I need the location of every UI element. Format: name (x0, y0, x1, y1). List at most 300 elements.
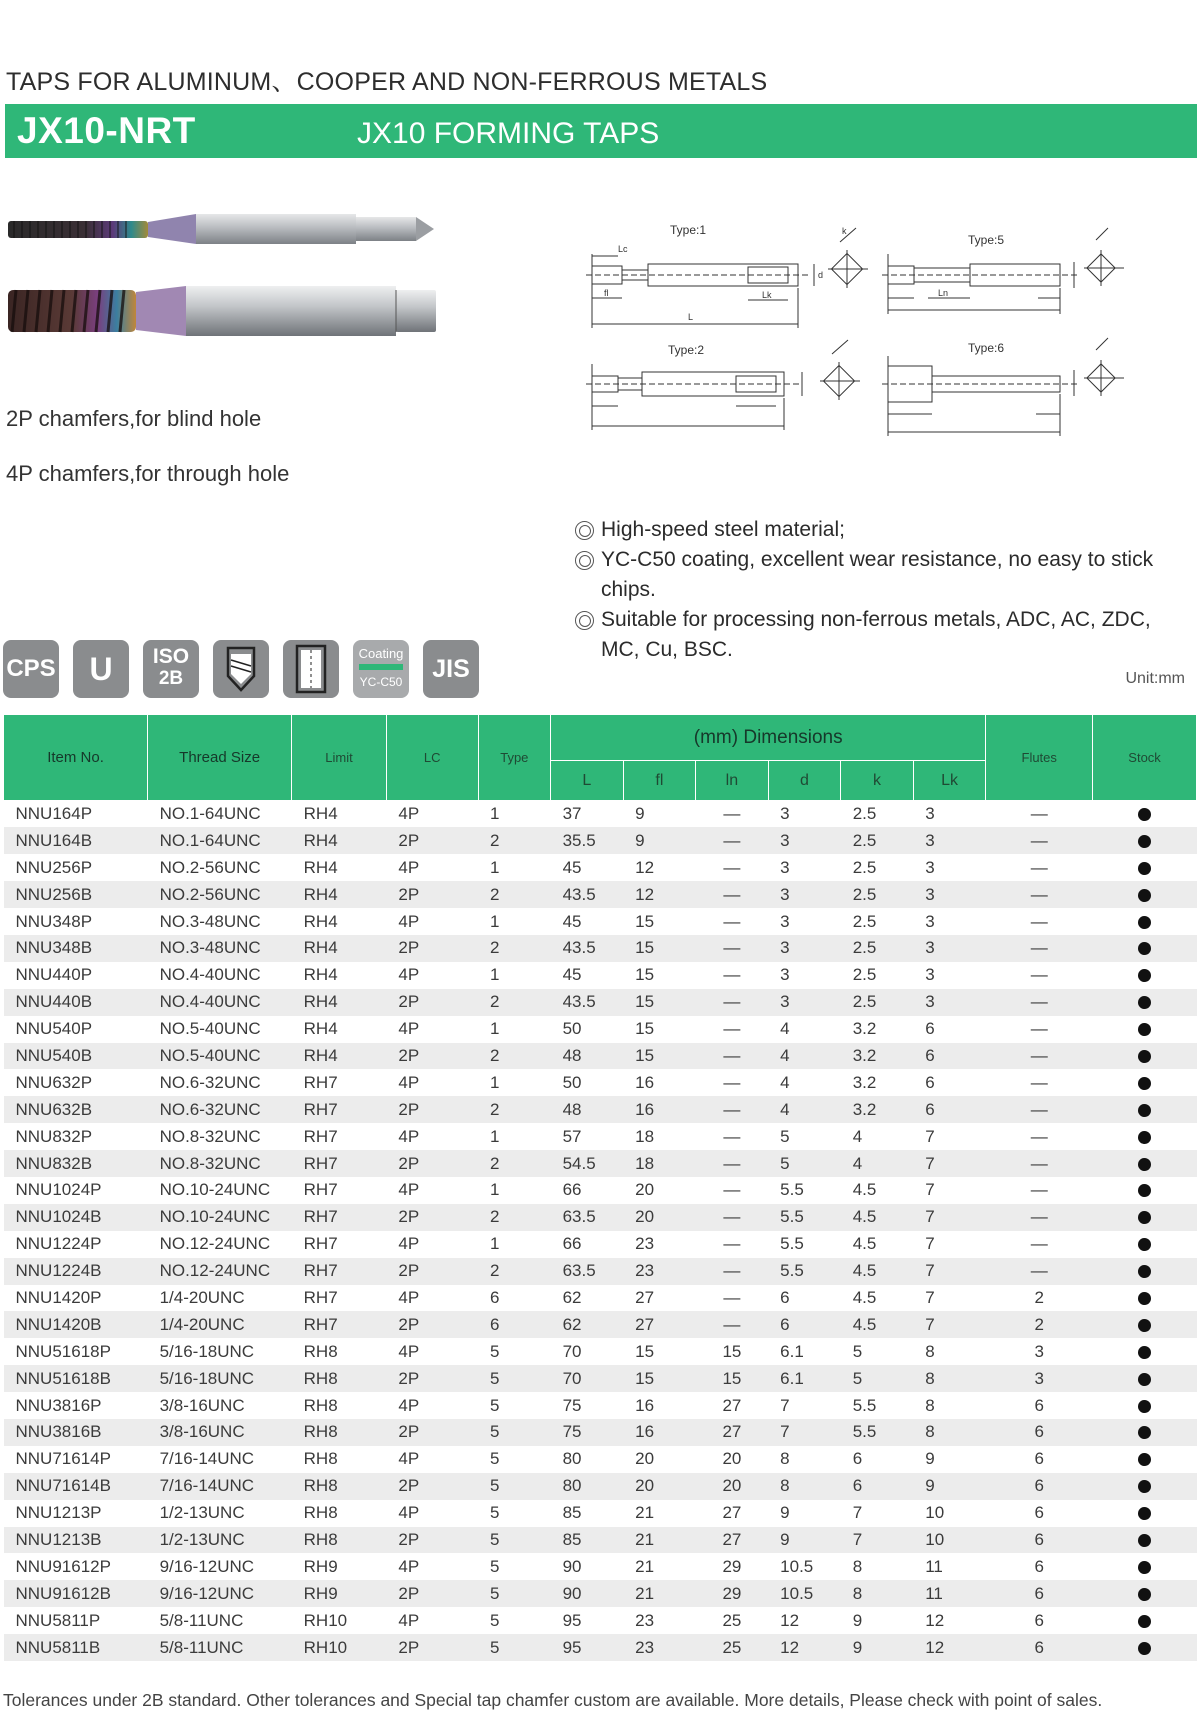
table-cell: 7/16-14UNC (148, 1473, 292, 1500)
table-cell: — (986, 881, 1093, 908)
table-cell: NNU1224P (15, 1234, 102, 1254)
iso-badge-bottom: 2B (158, 668, 184, 689)
table-cell: 2P (386, 1473, 478, 1500)
table-cell: 4P (398, 1126, 420, 1146)
stock-cell (1093, 1553, 1197, 1580)
table-cell: NNU1024P (15, 1180, 102, 1200)
table-cell: RH7 (292, 1204, 387, 1231)
stock-cell (1093, 1231, 1197, 1258)
table-cell: 15 (623, 935, 696, 962)
table-cell: RH4 (292, 935, 387, 962)
table-cell: 3.2 (841, 1096, 914, 1123)
table-cell: 4P (398, 1072, 420, 1092)
stock-cell (1093, 1177, 1197, 1204)
table-cell: 4P (398, 911, 420, 931)
in-stock-dot-icon (1138, 1319, 1151, 1332)
table-row (4, 1043, 1197, 1070)
table-cell: 43.5 (551, 935, 624, 962)
table-cell: 5.5 (841, 1419, 914, 1446)
table-cell: — (1030, 1234, 1048, 1254)
table-cell: NNU51618B (4, 1365, 148, 1392)
table-cell: 3 (925, 965, 935, 985)
stock-cell (1093, 1204, 1197, 1231)
table-cell: 2 (478, 1043, 551, 1070)
table-cell: NO.1-64UNC (159, 804, 261, 824)
table-cell: 75 (562, 1395, 582, 1415)
table-cell: 9 (768, 1527, 841, 1554)
table-cell: 57 (562, 1126, 582, 1146)
in-stock-dot-icon (1138, 1615, 1151, 1628)
table-cell: RH8 (292, 1473, 387, 1500)
tap-image-small (6, 208, 436, 250)
table-cell: NO.8-32UNC (159, 1126, 261, 1146)
table-row (4, 1231, 1197, 1258)
table-cell: 6 (986, 1527, 1093, 1554)
table-cell: 7 (925, 1126, 935, 1146)
table-row (4, 1177, 1197, 1204)
stock-cell (1093, 1500, 1197, 1527)
table-cell: RH4 (303, 1019, 338, 1039)
stock-cell (1093, 1311, 1197, 1338)
table-cell: NNU3816B (4, 1419, 148, 1446)
table-cell: 8 (925, 1395, 935, 1415)
drawing-lc-label: Lc (618, 244, 628, 254)
table-cell: — (986, 1096, 1093, 1123)
table-cell: 5 (768, 1150, 841, 1177)
header-lc: LC (386, 715, 478, 801)
coating-badge-bottom: YC-C50 (359, 675, 403, 689)
table-cell: 6 (1034, 1556, 1044, 1576)
table-cell: 3/8-16UNC (159, 1395, 245, 1415)
table-cell: 9 (913, 1473, 986, 1500)
table-cell: RH4 (303, 911, 338, 931)
in-stock-dot-icon (1138, 1158, 1151, 1171)
table-cell: 2P (386, 1258, 478, 1285)
table-cell: 2 (478, 881, 551, 908)
table-cell: — (723, 804, 741, 824)
table-cell: NNU1420B (4, 1311, 148, 1338)
cps-badge: CPS (3, 640, 59, 698)
table-cell: 3 (925, 911, 935, 931)
table-cell: 6 (986, 1634, 1093, 1661)
table-row (4, 1258, 1197, 1285)
in-stock-dot-icon (1138, 1131, 1151, 1144)
stock-cell (1093, 1043, 1197, 1070)
table-cell: 7/16-14UNC (159, 1449, 255, 1469)
table-cell: 8 (925, 1341, 935, 1361)
table-cell: — (696, 1150, 769, 1177)
table-row (4, 1607, 1197, 1634)
table-cell: — (986, 1043, 1093, 1070)
table-cell: 2 (478, 1096, 551, 1123)
table-cell: 15 (696, 1365, 769, 1392)
table-cell: 3 (986, 1365, 1093, 1392)
table-cell: 2 (986, 1311, 1093, 1338)
in-stock-dot-icon (1138, 1077, 1151, 1090)
stock-cell (1093, 1527, 1197, 1554)
table-cell: 3 (768, 827, 841, 854)
table-row (4, 935, 1197, 962)
stock-cell (1093, 1016, 1197, 1043)
table-cell: 9 (925, 1449, 935, 1469)
table-row (4, 962, 1197, 989)
header-flutes: Flutes (986, 715, 1093, 801)
table-cell: 4P (398, 965, 420, 985)
table-cell: — (696, 881, 769, 908)
in-stock-dot-icon (1138, 862, 1151, 875)
table-cell: 15 (623, 1043, 696, 1070)
header-lk: Lk (913, 761, 986, 801)
table-cell: 15 (635, 1341, 655, 1361)
table-cell: 5 (478, 1473, 551, 1500)
table-row (4, 1419, 1197, 1446)
table-cell: 4P (398, 1019, 420, 1039)
caption-through-hole: 4P chamfers,for through hole (6, 461, 290, 486)
in-stock-dot-icon (1138, 1104, 1151, 1117)
header-thread-size: Thread Size (148, 715, 292, 801)
table-cell: 7 (768, 1419, 841, 1446)
table-cell: 12 (635, 857, 655, 877)
table-cell: NNU348B (4, 935, 148, 962)
type1-label: Type:1 (670, 223, 707, 237)
table-cell: — (1030, 1072, 1048, 1092)
series-code: JX10-NRT (17, 110, 196, 151)
table-cell: 1 (490, 1234, 500, 1254)
table-cell: RH4 (303, 965, 338, 985)
table-row (4, 827, 1197, 854)
table-cell: 3 (780, 857, 790, 877)
table-cell: RH4 (303, 857, 338, 877)
table-cell: RH7 (303, 1234, 338, 1254)
table-cell: 5 (852, 1341, 863, 1361)
table-cell: NO.2-56UNC (159, 857, 261, 877)
table-cell: 6 (913, 1043, 986, 1070)
table-cell: 4P (398, 1180, 420, 1200)
table-cell: 6 (1034, 1503, 1044, 1523)
table-cell: 3 (780, 965, 790, 985)
table-cell: — (696, 1096, 769, 1123)
header-ln: ln (696, 761, 769, 801)
table-cell: 2P (386, 1634, 478, 1661)
table-cell: 21 (635, 1503, 655, 1523)
table-cell: RH9 (303, 1556, 338, 1576)
table-cell: 9 (635, 804, 645, 824)
table-cell: RH7 (292, 1258, 387, 1285)
table-cell: 6 (768, 1311, 841, 1338)
table-cell: RH7 (303, 1126, 338, 1146)
in-stock-dot-icon (1138, 1184, 1151, 1197)
table-cell: NNU832P (15, 1126, 93, 1146)
in-stock-dot-icon (1138, 996, 1151, 1009)
table-cell: 2 (478, 935, 551, 962)
table-cell: 7 (925, 1180, 935, 1200)
table-cell: NNU256P (15, 857, 93, 877)
table-cell: 5/8-11UNC (159, 1610, 244, 1630)
in-stock-dot-icon (1138, 1534, 1151, 1547)
table-cell: 3 (913, 827, 986, 854)
table-cell: NNU440B (4, 989, 148, 1016)
stock-cell (1093, 1365, 1197, 1392)
table-cell: 2P (386, 1204, 478, 1231)
table-cell: 5 (841, 1365, 914, 1392)
table-cell: 43.5 (551, 989, 624, 1016)
table-cell: 5/16-18UNC (159, 1341, 255, 1361)
table-cell: NNU632B (4, 1096, 148, 1123)
stock-cell (1093, 989, 1197, 1016)
table-cell: — (696, 827, 769, 854)
spec-table (3, 714, 1197, 1661)
table-cell: RH7 (303, 1287, 338, 1307)
table-cell: NO.3-48UNC (148, 935, 292, 962)
table-cell: 3 (1034, 1341, 1044, 1361)
footer-note: Tolerances under 2B standard. Other tolerances and Special tap chamfer custom are available. More details, Please check with point of sales. (3, 1690, 1103, 1710)
header-stock: Stock (1093, 715, 1197, 801)
table-cell: RH4 (292, 827, 387, 854)
stock-cell (1093, 1285, 1197, 1312)
table-cell: 3 (925, 857, 935, 877)
table-cell: — (723, 1234, 741, 1254)
table-cell: RH4 (292, 1043, 387, 1070)
type5-label: Type:5 (968, 233, 1005, 247)
type2-label: Type:2 (668, 343, 705, 357)
table-cell: NNU164B (4, 827, 148, 854)
table-cell: — (723, 857, 741, 877)
in-stock-dot-icon (1138, 1292, 1151, 1305)
table-cell: 15 (722, 1341, 742, 1361)
table-cell: 4 (841, 1150, 914, 1177)
unit-label: Unit:mm (1125, 670, 1185, 687)
table-row (4, 1311, 1197, 1338)
table-cell: 3 (780, 911, 790, 931)
table-row (4, 1338, 1197, 1365)
table-cell: 6 (1034, 1610, 1044, 1630)
table-cell: 1 (490, 1019, 500, 1039)
table-cell: — (986, 1150, 1093, 1177)
table-cell: 4.5 (841, 1204, 914, 1231)
table-cell: NNU5811P (15, 1610, 101, 1630)
table-cell: NO.12-24UNC (159, 1234, 271, 1254)
table-row (4, 1580, 1197, 1607)
table-row (4, 1634, 1197, 1661)
table-cell: 3.2 (841, 1043, 914, 1070)
in-stock-dot-icon (1138, 1642, 1151, 1655)
stock-cell (1093, 962, 1197, 989)
in-stock-dot-icon (1138, 1265, 1151, 1278)
stock-cell (1093, 1096, 1197, 1123)
header-limit: Limit (292, 715, 387, 801)
table-cell: 18 (623, 1150, 696, 1177)
table-cell: RH7 (292, 1096, 387, 1123)
coating-badge (353, 640, 409, 698)
header-type: Type (478, 715, 551, 801)
table-row (4, 1473, 1197, 1500)
table-cell: 5.5 (852, 1395, 877, 1415)
table-cell: NNU91612B (4, 1580, 148, 1607)
table-cell: 5 (478, 1580, 551, 1607)
table-cell: 48 (551, 1096, 624, 1123)
table-cell: 7 (852, 1503, 863, 1523)
table-cell: 50 (562, 1019, 582, 1039)
table-cell: 2P (386, 1580, 478, 1607)
table-cell: 70 (562, 1341, 582, 1361)
type-drawings (578, 218, 1158, 450)
table-cell: NNU632P (15, 1072, 93, 1092)
series-name: JX10 FORMING TAPS (357, 117, 660, 150)
table-cell: 2P (386, 827, 478, 854)
in-stock-dot-icon (1138, 1480, 1151, 1493)
table-cell: — (1030, 804, 1048, 824)
table-cell: 2P (386, 1043, 478, 1070)
table-cell: 5.5 (768, 1204, 841, 1231)
table-cell: 3 (913, 989, 986, 1016)
table-cell: 2.5 (852, 857, 877, 877)
table-cell: RH4 (292, 881, 387, 908)
coating-green-bar (359, 664, 403, 670)
table-cell: 1 (490, 911, 500, 931)
table-cell: 85 (551, 1527, 624, 1554)
table-cell: 3 (925, 804, 935, 824)
table-cell: 50 (562, 1072, 582, 1092)
table-cell: NNU164P (15, 804, 93, 824)
table-cell: NNU1024B (4, 1204, 148, 1231)
header-l: L (551, 761, 624, 801)
table-cell: 12 (925, 1610, 945, 1630)
table-cell: — (723, 911, 741, 931)
table-cell: 18 (635, 1126, 655, 1146)
in-stock-dot-icon (1138, 1238, 1151, 1251)
table-cell: 2 (478, 989, 551, 1016)
table-cell: NNU440P (15, 965, 93, 985)
blind-hole-icon (213, 640, 269, 698)
table-cell: 21 (623, 1527, 696, 1554)
table-cell: NO.6-32UNC (159, 1072, 261, 1092)
table-cell: NO.8-32UNC (148, 1150, 292, 1177)
drawing-lk-label: Lk (762, 290, 772, 300)
table-cell: 3.2 (852, 1072, 877, 1092)
table-cell: RH8 (292, 1527, 387, 1554)
table-cell: 9/16-12UNC (148, 1580, 292, 1607)
table-cell: 85 (562, 1503, 582, 1523)
table-cell: — (1030, 1019, 1048, 1039)
table-cell: — (696, 1204, 769, 1231)
table-cell: 6 (986, 1580, 1093, 1607)
stock-cell (1093, 908, 1197, 935)
table-cell: 1 (490, 1072, 500, 1092)
caption-blind-hole: 2P chamfers,for blind hole (6, 406, 262, 431)
table-cell: 27 (623, 1311, 696, 1338)
table-cell: 3 (768, 935, 841, 962)
table-cell: 2P (386, 1419, 478, 1446)
table-cell: 5.5 (780, 1180, 804, 1200)
table-cell: 4 (768, 1043, 841, 1070)
table-cell: 6 (1034, 1395, 1044, 1415)
table-cell: 16 (635, 1395, 655, 1415)
table-cell: 3.2 (852, 1019, 877, 1039)
header-item-no: Item No. (4, 715, 148, 801)
table-cell: 1/2-13UNC (148, 1527, 292, 1554)
table-cell: RH7 (303, 1180, 338, 1200)
table-cell: 5/8-11UNC (148, 1634, 292, 1661)
table-cell: 5.5 (768, 1258, 841, 1285)
drawing-d-label: d (818, 270, 824, 280)
table-cell: 4P (398, 1610, 420, 1630)
table-cell: 4.5 (852, 1287, 877, 1307)
table-cell: NNU348P (15, 911, 93, 931)
table-cell: 6.1 (768, 1365, 841, 1392)
table-cell: RH8 (303, 1341, 338, 1361)
stock-cell (1093, 827, 1197, 854)
table-cell: 27 (722, 1395, 742, 1415)
table-cell: RH7 (292, 1150, 387, 1177)
table-cell: NNU91612P (15, 1556, 111, 1576)
table-cell: 4P (398, 1341, 420, 1361)
stock-cell (1093, 1473, 1197, 1500)
table-cell: 4.5 (841, 1258, 914, 1285)
table-cell: 2 (478, 1204, 551, 1231)
in-stock-dot-icon (1138, 1588, 1151, 1601)
table-cell: 2 (478, 1258, 551, 1285)
stock-cell (1093, 1580, 1197, 1607)
in-stock-dot-icon (1138, 916, 1151, 929)
table-cell: 5 (490, 1341, 500, 1361)
table-cell: 6 (780, 1287, 790, 1307)
table-cell: NNU71614P (15, 1449, 111, 1469)
table-cell: NO.6-32UNC (148, 1096, 292, 1123)
table-cell: — (696, 1258, 769, 1285)
table-cell: 62 (551, 1311, 624, 1338)
table-cell: 80 (562, 1449, 582, 1469)
table-cell: NO.10-24UNC (148, 1204, 292, 1231)
table-cell: 20 (623, 1473, 696, 1500)
table-cell: 95 (562, 1610, 582, 1630)
table-cell: NNU5811B (4, 1634, 148, 1661)
table-cell: 10 (913, 1527, 986, 1554)
table-cell: RH8 (292, 1365, 387, 1392)
table-cell: 4 (780, 1072, 790, 1092)
table-cell: RH9 (292, 1580, 387, 1607)
table-cell: NNU540P (15, 1019, 93, 1039)
table-cell: RH8 (303, 1395, 338, 1415)
table-cell: NO.3-48UNC (159, 911, 261, 931)
table-cell: 10 (925, 1503, 945, 1523)
table-cell: 4 (780, 1019, 790, 1039)
table-cell: 4.5 (852, 1180, 877, 1200)
table-cell: — (1030, 857, 1048, 877)
stock-cell (1093, 801, 1197, 828)
table-cell: 10.5 (768, 1580, 841, 1607)
table-cell: — (1030, 1180, 1048, 1200)
table-cell: 20 (696, 1473, 769, 1500)
table-cell: 16 (623, 1096, 696, 1123)
table-cell: 95 (551, 1634, 624, 1661)
table-cell: 27 (696, 1419, 769, 1446)
table-row (4, 1446, 1197, 1473)
table-cell: 2.5 (841, 989, 914, 1016)
stock-cell (1093, 854, 1197, 881)
header-fl: fl (623, 761, 696, 801)
table-cell: 5/16-18UNC (148, 1365, 292, 1392)
table-cell: RH8 (303, 1503, 338, 1523)
table-cell: 6 (986, 1473, 1093, 1500)
table-cell: 12 (623, 881, 696, 908)
table-cell: 2P (386, 1527, 478, 1554)
table-cell: 2P (386, 1365, 478, 1392)
table-cell: 3 (913, 935, 986, 962)
iso-2b-badge (143, 640, 199, 698)
feature-text: High-speed steel material; (601, 518, 845, 541)
table-cell: — (1030, 965, 1048, 985)
table-cell: 20 (635, 1180, 655, 1200)
